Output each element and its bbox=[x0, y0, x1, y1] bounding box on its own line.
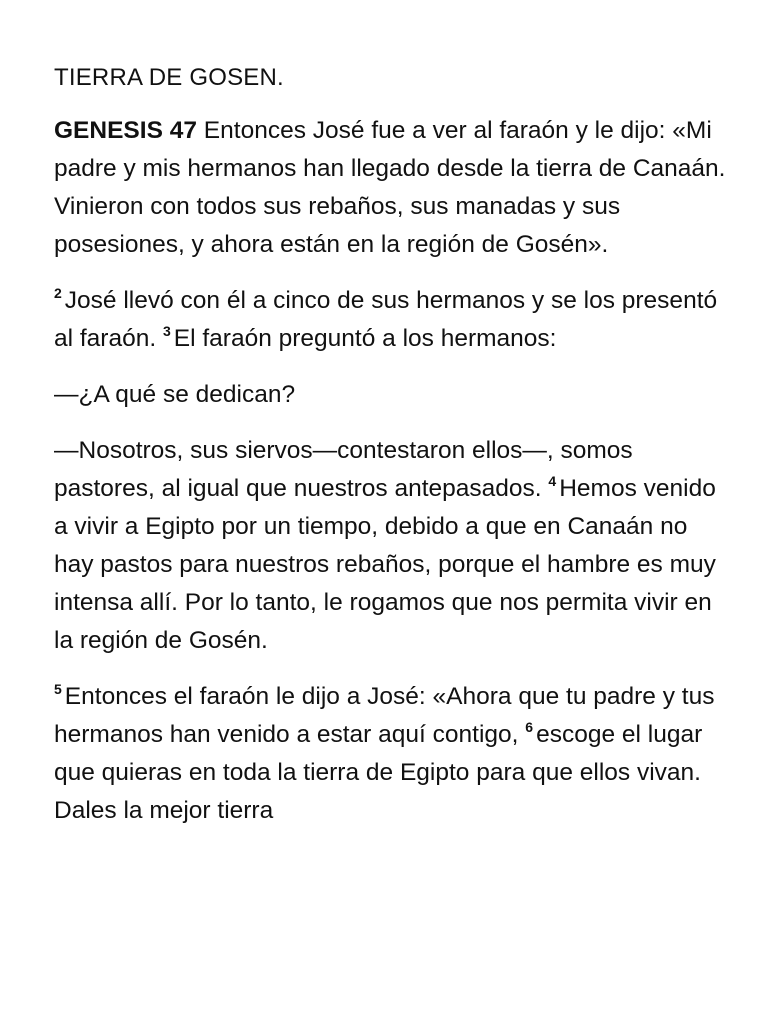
verse-number: 2 bbox=[54, 285, 62, 301]
verse-number: 3 bbox=[162, 323, 171, 339]
verse-4-text: Hemos venido a vivir a Egipto por un tiempo, debido a que en Canaán no hay pastos para nuestros rebaños, porque el hambre es muy intensa allí. Por lo tanto, le rogamos que nos permita vivir en la región de Gosén. bbox=[54, 475, 716, 654]
verse-6-text: escoge el lugar que quieras en toda la tierra de Egipto para que ellos vivan. Dales la mejor tierra bbox=[54, 721, 703, 824]
answer-text: —Nosotros, sus siervos—contestaron ellos—, somos pastores, al igual que nuestros antepasados. bbox=[54, 437, 633, 502]
paragraph-verse-5 bbox=[54, 678, 728, 830]
verse-number: 6 bbox=[525, 719, 534, 735]
verse-number: 5 bbox=[54, 681, 62, 697]
verse-number: 4 bbox=[548, 473, 557, 489]
paragraph-question bbox=[54, 376, 728, 414]
section-heading: TIERRA DE GOSEN. bbox=[54, 64, 284, 91]
verse-5-text: Entonces el faraón le dijo a José: «Ahora que tu padre y tus hermanos han venido a estar aquí contigo, bbox=[54, 683, 715, 748]
verse-3-text: El faraón preguntó a los hermanos: bbox=[173, 325, 557, 352]
verse-2-text: José llevó con él a cinco de sus hermanos y se los presentó al faraón. bbox=[54, 287, 718, 352]
verse-1-text: Entonces José fue a ver al faraón y le dijo: «Mi padre y mis hermanos han llegado desde la tierra de Canaán. Vinieron con todos sus rebaños, sus manadas y sus posesiones, y ahora están en la región de Gosén». bbox=[54, 117, 726, 258]
question-text: —¿A qué se dedican? bbox=[54, 381, 296, 408]
paragraph-verse-1 bbox=[54, 112, 728, 264]
paragraph-verse-2 bbox=[54, 282, 728, 358]
paragraph-answer bbox=[54, 432, 728, 660]
book-reference: GENESIS 47 bbox=[54, 117, 197, 144]
